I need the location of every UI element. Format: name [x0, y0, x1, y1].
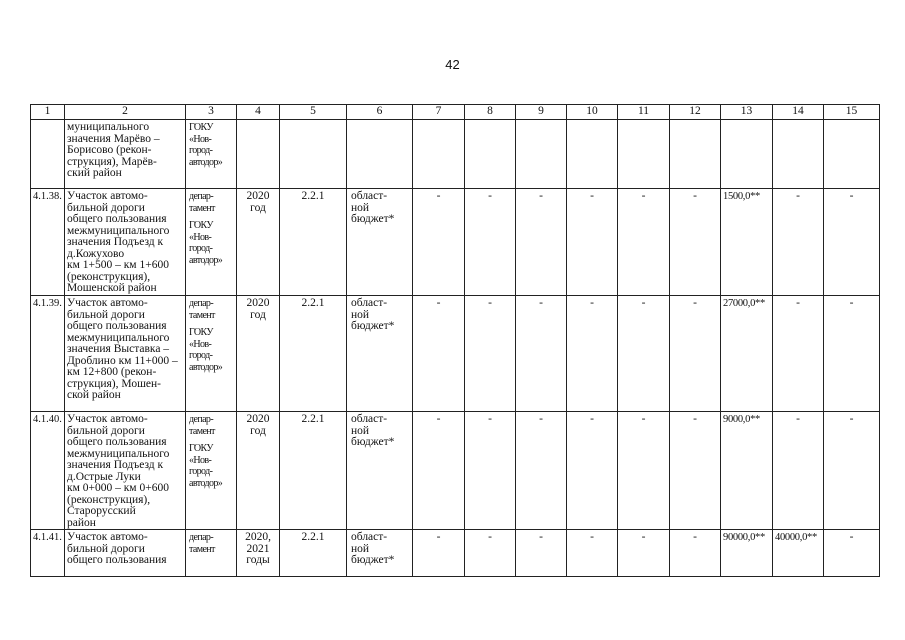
object-name-line: Участок автомо- [67, 190, 148, 202]
value-cell-c11: - [618, 412, 670, 530]
object-name-line: муниципального [67, 121, 150, 133]
col-header: 14 [773, 105, 824, 120]
year-line: годы [246, 554, 270, 566]
executor-line: город- [189, 350, 213, 361]
executor-line: тамент [189, 543, 215, 555]
value-cell-c8 [465, 120, 516, 189]
object-name-line: км 0+000 – км 0+600 [67, 482, 169, 494]
object-name-line: струкция), Мошен- [67, 377, 162, 390]
year-cell [237, 189, 280, 296]
value-cell-c14: 40000,0** [773, 530, 824, 577]
value-cell-c10: - [567, 412, 618, 530]
year-line: 2020 [246, 297, 270, 309]
executor-line: депар- [189, 191, 214, 202]
funding-source-line: бюджет* [351, 436, 395, 448]
object-name-line: бильной дороги [67, 542, 145, 555]
year-line: год [250, 201, 266, 214]
year-line: 2020, [245, 531, 271, 543]
funding-source-line: ной [351, 201, 370, 214]
object-name-line: (реконструкция), [67, 493, 151, 506]
object-name-line: общего пользования [67, 436, 167, 448]
object-name-line: Мошенской район [67, 282, 157, 294]
executor-line: тамент [189, 309, 215, 321]
executor-line: город- [189, 466, 213, 477]
funding-source-cell [347, 412, 413, 530]
value-cell-c9: - [516, 530, 567, 577]
object-name-line: межмуниципального [67, 224, 170, 237]
value-cell-c9 [516, 120, 567, 189]
value-cell-c13: 90000,0** [721, 530, 773, 577]
table-row [31, 412, 880, 530]
object-name-cell [65, 412, 186, 530]
object-name-cell [65, 189, 186, 296]
object-name-line: бильной дороги [67, 201, 145, 214]
object-name-line: общего пользования [67, 554, 167, 566]
executor-line: «Нов- [189, 133, 212, 145]
table-row [31, 296, 880, 412]
value-cell-c13: 1500,0** [721, 189, 773, 296]
col-header: 2 [65, 105, 186, 120]
object-name-line: район [67, 516, 96, 529]
task-code-cell: 2.2.1 [280, 412, 347, 530]
value-cell-c13: 9000,0** [721, 412, 773, 530]
executor-line: «Нов- [189, 231, 212, 243]
value-cell-c7: - [413, 412, 465, 530]
col-header: 5 [280, 105, 347, 120]
executor-cell [186, 120, 237, 189]
table-body [31, 120, 880, 577]
object-name-line: Участок автомо- [67, 531, 148, 543]
funding-source-cell [347, 189, 413, 296]
value-cell-c14: - [773, 412, 824, 530]
funding-source-line: област- [351, 190, 388, 202]
funding-source-cell [347, 296, 413, 412]
value-cell-c9: - [516, 412, 567, 530]
value-cell-c12 [670, 120, 721, 189]
value-cell-c11 [618, 120, 670, 189]
col-header: 7 [413, 105, 465, 120]
executor-line: ГОКУ [189, 122, 213, 133]
object-name-cell [65, 530, 186, 577]
funding-source-line: ной [351, 542, 370, 555]
col-header: 12 [670, 105, 721, 120]
executor-cell [186, 412, 237, 530]
executor-cell [186, 530, 237, 577]
object-name-line: Дроблино км 11+000 – [67, 354, 178, 367]
year-line: 2020 [246, 190, 270, 202]
value-cell-c13 [721, 120, 773, 189]
object-name-line: межмуниципального [67, 331, 170, 344]
executor-cell [186, 296, 237, 412]
executor-line: автодор» [189, 156, 223, 168]
executor-line: депар- [189, 414, 214, 425]
col-header: 13 [721, 105, 773, 120]
object-name-line: км 1+500 – км 1+600 [67, 259, 169, 271]
task-code-cell: 2.2.1 [280, 189, 347, 296]
object-name-line: ский район [67, 167, 122, 179]
object-name-line: значения Подъезд к [67, 236, 164, 248]
object-name-line: Участок автомо- [67, 297, 148, 309]
value-cell-c15: - [824, 412, 880, 530]
value-cell-c8: - [465, 296, 516, 412]
value-cell-c7 [413, 120, 465, 189]
col-header: 4 [237, 105, 280, 120]
executor-cell [186, 189, 237, 296]
column-number-header [31, 105, 880, 120]
object-name-line: общего пользования [67, 320, 167, 332]
object-name-line: Борисово (рекон- [67, 144, 152, 156]
col-header: 11 [618, 105, 670, 120]
year-line: год [250, 424, 266, 437]
year-cell [237, 412, 280, 530]
executor-line: «Нов- [189, 338, 212, 350]
object-name-line: значения Подъезд к [67, 459, 164, 471]
value-cell-c7: - [413, 296, 465, 412]
funding-source-line: бюджет* [351, 320, 395, 332]
col-header: 8 [465, 105, 516, 120]
funding-source-line: област- [351, 413, 388, 425]
executor-line: депар- [189, 532, 214, 543]
value-cell-c12: - [670, 412, 721, 530]
object-name-line: д.Кожухово [67, 247, 125, 260]
value-cell-c15: - [824, 296, 880, 412]
object-name-line: бильной дороги [67, 424, 145, 437]
object-name-line: (реконструкция), [67, 270, 151, 283]
value-cell-c10: - [567, 189, 618, 296]
object-name-line: значения Выставка – [67, 343, 170, 355]
funding-source-line: бюджет* [351, 213, 395, 225]
value-cell-c15: - [824, 189, 880, 296]
funding-source-line: ной [351, 424, 370, 437]
value-cell-c7: - [413, 189, 465, 296]
executor-line: тамент [189, 425, 215, 437]
executor-line: город- [189, 243, 213, 254]
value-cell-c11: - [618, 189, 670, 296]
row-number-cell: 4.1.39. [31, 296, 65, 412]
year-line: 2021 [246, 542, 270, 555]
value-cell-c14 [773, 120, 824, 189]
year-line: 2020 [246, 413, 270, 425]
task-code-cell [280, 120, 347, 189]
value-cell-c10: - [567, 296, 618, 412]
executor-line: автодор» [189, 254, 223, 266]
object-name-line: общего пользования [67, 213, 167, 225]
executor-line: автодор» [189, 361, 223, 373]
value-cell-c8: - [465, 530, 516, 577]
object-name-line: Участок автомо- [67, 413, 148, 425]
value-cell-c9: - [516, 296, 567, 412]
object-name-line: д.Острые Луки [67, 470, 141, 483]
row-number-cell: 4.1.40. [31, 412, 65, 530]
col-header: 9 [516, 105, 567, 120]
object-name-line: бильной дороги [67, 308, 145, 321]
program-table [30, 104, 880, 577]
col-header: 6 [347, 105, 413, 120]
year-cell [237, 120, 280, 189]
col-header: 3 [186, 105, 237, 120]
value-cell-c14: - [773, 296, 824, 412]
executor-line: ГОКУ [189, 327, 213, 338]
value-cell-c12: - [670, 530, 721, 577]
value-cell-c10 [567, 120, 618, 189]
year-cell [237, 530, 280, 577]
task-code-cell: 2.2.1 [280, 530, 347, 577]
value-cell-c15 [824, 120, 880, 189]
row-number-cell: 4.1.41. [31, 530, 65, 577]
row-number-cell: 4.1.38. [31, 189, 65, 296]
value-cell-c15: - [824, 530, 880, 577]
object-name-line: значения Марёво – [67, 132, 160, 145]
executor-line: тамент [189, 202, 215, 214]
object-name-line: межмуниципального [67, 447, 170, 460]
value-cell-c12: - [670, 189, 721, 296]
task-code-cell: 2.2.1 [280, 296, 347, 412]
value-cell-c12: - [670, 296, 721, 412]
value-cell-c11: - [618, 530, 670, 577]
funding-source-line: област- [351, 531, 388, 543]
col-header: 1 [31, 105, 65, 120]
funding-source-line: бюджет* [351, 554, 395, 566]
table-row [31, 530, 880, 577]
value-cell-c9: - [516, 189, 567, 296]
object-name-line: Старорусский [67, 505, 136, 517]
executor-line: депар- [189, 298, 214, 309]
table-row [31, 189, 880, 296]
funding-source-line: ной [351, 308, 370, 321]
value-cell-c8: - [465, 189, 516, 296]
page-number: 42 [445, 57, 460, 72]
executor-line: «Нов- [189, 454, 212, 466]
funding-source-cell [347, 530, 413, 577]
executor-line: ГОКУ [189, 220, 213, 231]
value-cell-c11: - [618, 296, 670, 412]
col-header: 10 [567, 105, 618, 120]
executor-line: город- [189, 145, 213, 156]
value-cell-c8: - [465, 412, 516, 530]
year-line: год [250, 308, 266, 321]
year-cell [237, 296, 280, 412]
col-header: 15 [824, 105, 880, 120]
executor-line: автодор» [189, 477, 223, 489]
object-name-line: км 12+800 (рекон- [67, 366, 157, 378]
object-name-cell [65, 296, 186, 412]
value-cell-c10: - [567, 530, 618, 577]
object-name-line: ской район [67, 389, 121, 401]
value-cell-c7: - [413, 530, 465, 577]
funding-source-cell [347, 120, 413, 189]
table-row [31, 120, 880, 189]
object-name-cell [65, 120, 186, 189]
row-number-cell [31, 120, 65, 189]
funding-source-line: област- [351, 297, 388, 309]
object-name-line: струкция), Марёв- [67, 155, 157, 168]
value-cell-c14: - [773, 189, 824, 296]
value-cell-c13: 27000,0** [721, 296, 773, 412]
executor-line: ГОКУ [189, 443, 213, 454]
